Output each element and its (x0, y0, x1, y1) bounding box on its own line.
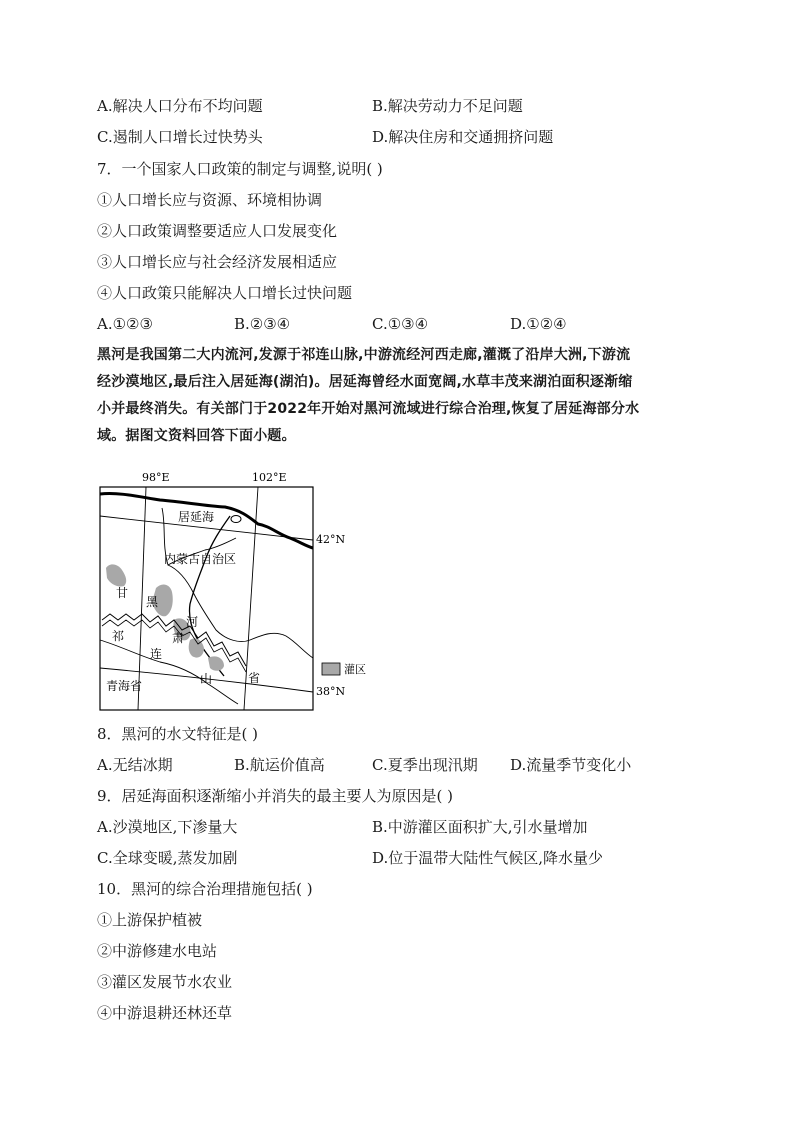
river-label-hei: 黑 (146, 595, 159, 609)
q10-stem: 10．黑河的综合治理措施包括( ) (97, 880, 313, 898)
mountain-label-lian: 连 (150, 647, 163, 661)
passage-line-1: 黑河是我国第二大内流河,发源于祁连山脉,中游流经河西走廊,灌溉了沿岸大洲,下游流 (97, 347, 631, 363)
q8-option-a: A.无结冰期 (97, 756, 173, 774)
province-boundary-south (100, 640, 238, 704)
lake-label: 居延海 (178, 510, 215, 524)
q7-item-3: ③人口增长应与社会经济发展相适应 (97, 253, 338, 271)
q6-option-b: B.解决劳动力不足问题 (372, 97, 523, 115)
mountain-label-shan: 山 (200, 672, 213, 686)
q9-option-c: C.全球变暖,蒸发加剧 (97, 849, 238, 867)
irrigation-area (208, 656, 224, 670)
q7-item-2: ②人口政策调整要适应人口发展变化 (97, 222, 338, 240)
q9-option-a: A.沙漠地区,下渗量大 (97, 818, 238, 836)
irrigation-area (106, 564, 126, 586)
q9-option-b: B.中游灌区面积扩大,引水量增加 (372, 818, 588, 836)
q10-item-4: ④中游退耕还林还草 (97, 1004, 233, 1022)
q8-option-b: B.航运价值高 (234, 756, 325, 774)
q7-stem: 7．一个国家人口政策的制定与调整,说明( ) (97, 160, 383, 178)
lon-102-label: 102°E (252, 471, 287, 484)
q7-option-d: D.①②④ (510, 315, 567, 333)
province-gan-label: 甘 (116, 586, 129, 600)
heihe-map-svg (90, 470, 380, 715)
q9-option-d: D.位于温带大陆性气候区,降水量少 (372, 849, 604, 867)
legend-label: 灌区 (344, 663, 366, 676)
q7-item-1: ①人口增长应与资源、环境相协调 (97, 191, 323, 209)
juyanhai-lake (231, 516, 241, 523)
qinghai-label: 青海省 (106, 679, 143, 693)
q9-stem: 9．居延海面积逐渐缩小并消失的最主要人为原因是( ) (97, 787, 454, 805)
q8-option-c: C.夏季出现汛期 (372, 756, 478, 774)
q8-stem: 8．黑河的水文特征是( ) (97, 725, 259, 743)
q10-item-2: ②中游修建水电站 (97, 942, 218, 960)
q7-option-b: B.②③④ (234, 315, 291, 333)
q6-option-c: C.遏制人口增长过快势头 (97, 128, 263, 146)
mountain-label-qi: 祁 (112, 629, 125, 643)
q6-option-d: D.解决住房和交通拥挤问题 (372, 128, 554, 146)
q10-item-1: ①上游保护植被 (97, 911, 203, 929)
q7-option-a: A.①②③ (97, 315, 153, 333)
province-shu-label: 肃 (172, 631, 185, 645)
q6-option-a: A.解决人口分布不均问题 (97, 97, 263, 115)
passage-line-3: 小并最终消失。有关部门于2022年开始对黑河流域进行综合治理,恢复了居延海部分水 (97, 401, 640, 417)
q10-item-3: ③灌区发展节水农业 (97, 973, 233, 991)
region-label: 内蒙古自治区 (164, 552, 237, 566)
lat-42-label: 42°N (316, 533, 346, 546)
lat-38-label: 38°N (316, 685, 346, 698)
lon-98-label: 98°E (142, 471, 170, 484)
river-label-he: 河 (186, 615, 199, 629)
legend-swatch (322, 663, 340, 675)
q8-option-d: D.流量季节变化小 (510, 756, 632, 774)
province-sheng-label: 省 (248, 671, 261, 685)
q7-option-c: C.①③④ (372, 315, 429, 333)
heihe-map (90, 470, 380, 715)
q7-item-4: ④人口政策只能解决人口增长过快问题 (97, 284, 353, 302)
passage-line-2: 经沙漠地区,最后注入居延海(湖泊)。居延海曾经水面宽阔,水草丰茂来湖泊面积逐渐缩 (97, 374, 633, 390)
passage-line-4: 域。据图文资料回答下面小题。 (97, 428, 296, 444)
